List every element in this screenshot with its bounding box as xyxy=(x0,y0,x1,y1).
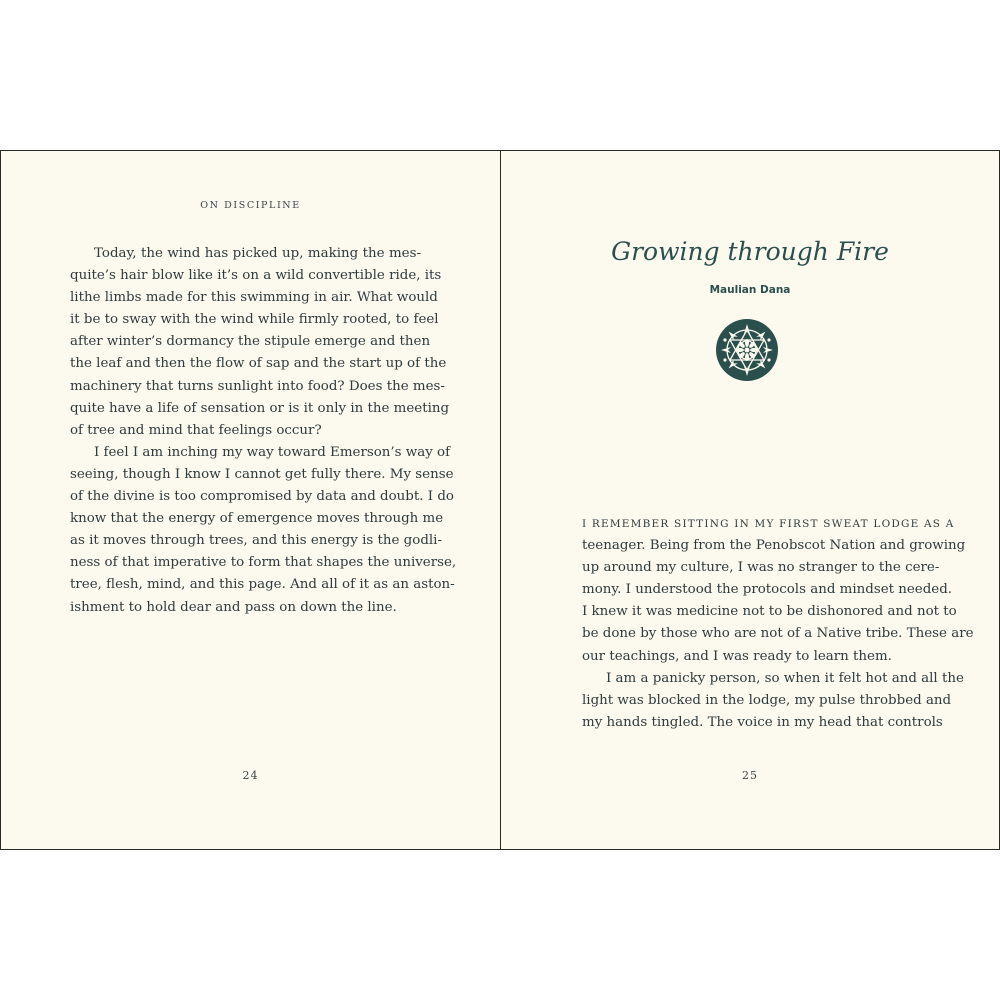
text-line: quite’s hair blow like it’s on a wild convertible ride, its xyxy=(70,268,442,284)
opening-smallcaps-line: I REMEMBER SITTING IN MY FIRST SWEAT LODGE AS A xyxy=(582,518,955,530)
text-line: I feel I am inching my way toward Emerson’s way of xyxy=(94,444,451,460)
chapter-title: Growing through Fire xyxy=(611,237,889,266)
text-line: be done by those who are not of a Native tribe. These are xyxy=(582,626,974,642)
text-line: the leaf and then the flow of sap and the start up of the xyxy=(70,356,447,372)
book-spread xyxy=(0,150,1000,850)
text-line: ishment to hold dear and pass on down the line. xyxy=(70,599,397,615)
text-line: know that the energy of emergence moves through me xyxy=(70,511,444,527)
text-line: light was blocked in the lodge, my pulse throbbed and xyxy=(582,692,952,708)
text-line: teenager. Being from the Penobscot Nation and growing xyxy=(582,538,966,554)
page-number: 25 xyxy=(742,769,758,782)
text-line: lithe limbs made for this swimming in air. What would xyxy=(70,290,438,306)
left-page xyxy=(0,150,501,850)
text-line: up around my culture, I was no stranger to the cere- xyxy=(582,560,940,576)
floral-medallion-icon xyxy=(715,318,779,382)
text-line: machinery that turns sunlight into food? Does the mes- xyxy=(70,378,445,394)
text-line: my hands tingled. The voice in my head that controls xyxy=(582,714,943,730)
text-line: of the divine is too compromised by data and doubt. I do xyxy=(70,489,454,505)
text-line: quite have a life of sensation or is it only in the meeting xyxy=(70,400,450,416)
text-line: our teachings, and I was ready to learn them. xyxy=(582,648,892,664)
text-line: of tree and mind that feelings occur? xyxy=(70,422,322,438)
text-line: tree, flesh, mind, and this page. And all of it as an aston- xyxy=(70,577,455,593)
right-page-body xyxy=(582,513,974,734)
text-line: as it moves through trees, and this energy is the godli- xyxy=(70,533,442,549)
text-line: mony. I understood the protocols and mindset needed. xyxy=(582,582,953,598)
running-head: ON DISCIPLINE xyxy=(200,200,301,211)
text-line: it be to sway with the wind while firmly rooted, to feel xyxy=(70,312,439,328)
left-page-body xyxy=(70,243,457,619)
text-line: Today, the wind has picked up, making the mes- xyxy=(94,246,421,261)
text-line: ness of that imperative to form that shapes the universe, xyxy=(70,555,457,571)
text-line: after winter’s dormancy the stipule emerge and then xyxy=(70,334,431,350)
text-line: I am a panicky person, so when it felt hot and all the xyxy=(606,670,964,686)
text-line: I knew it was medicine not to be dishonored and not to xyxy=(582,604,957,620)
text-line: seeing, though I know I cannot get fully there. My sense xyxy=(70,466,454,482)
page-number: 24 xyxy=(242,769,259,782)
right-page xyxy=(500,150,1000,850)
chapter-author: Maulian Dana xyxy=(709,284,791,296)
